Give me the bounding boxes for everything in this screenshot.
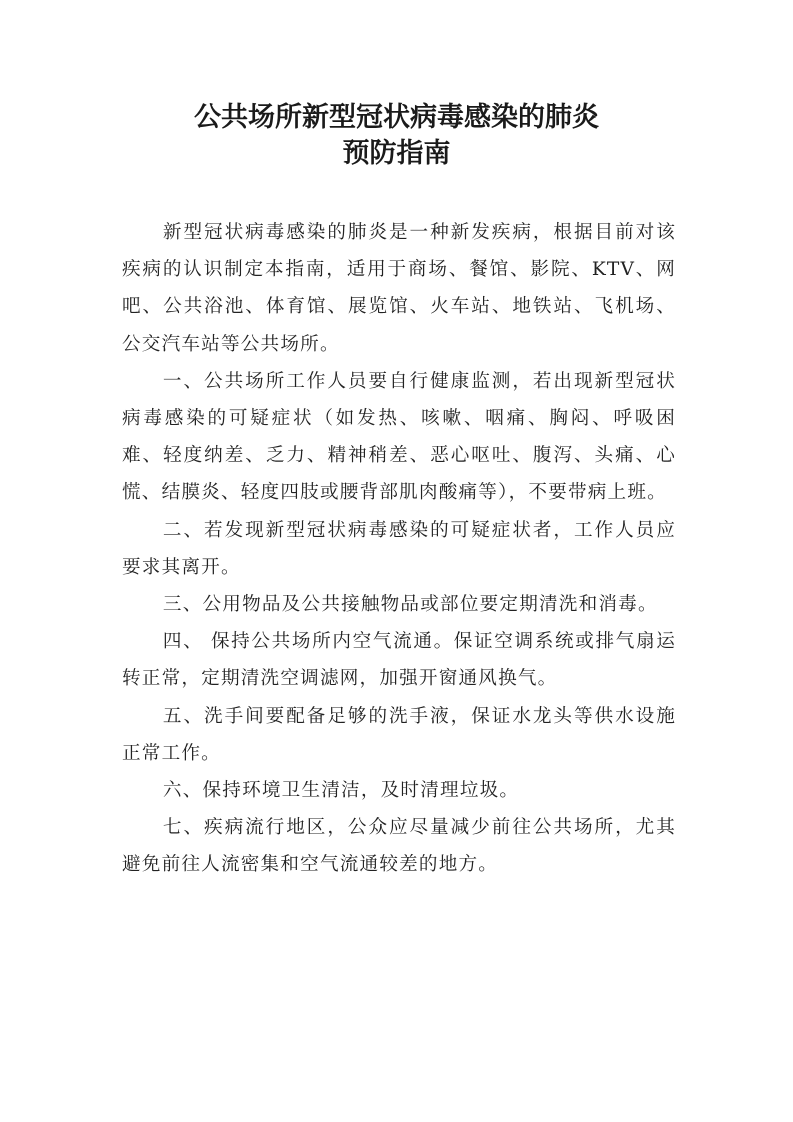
paragraph-item-1: 一、公共场所工作人员要自行健康监测，若出现新型冠状病毒感染的可疑症状（如发热、咳嗽、咽痛、胸闷、呼吸困难、轻度纳差、乏力、精神稍差、恶心呕吐、腹泻、头痛、心慌、结膜炎、轻度四肢或腰背部肌肉酸痛等），不要带病上班。 xyxy=(122,370,676,504)
document-body xyxy=(122,214,676,884)
document-title-line1: 公共场所新型冠状病毒感染的肺炎 xyxy=(194,102,599,133)
paragraph-item-5: 五、洗手间要配备足够的洗手液，保证水龙头等供水设施正常工作。 xyxy=(122,705,676,764)
paragraph-intro: 新型冠状病毒感染的肺炎是一种新发疾病，根据目前对该疾病的认识制定本指南，适用于商场、餐馆、影院、KTV、网吧、公共浴池、体育馆、展览馆、火车站、地铁站、飞机场、公交汽车站等公共场所。 xyxy=(122,222,676,355)
paragraph-item-4: 四、 保持公共场所内空气流通。保证空调系统或排气扇运转正常，定期清洗空调滤网，加强开窗通风换气。 xyxy=(122,631,676,690)
paragraph-item-3: 三、公用物品及公共接触物品或部位要定期清洗和消毒。 xyxy=(162,594,658,616)
paragraph-item-7: 七、疾病流行地区，公众应尽量减少前往公共场所，尤其避免前往人流密集和空气流通较差的地方。 xyxy=(122,817,676,876)
paragraph-item-2: 二、若发现新型冠状病毒感染的可疑症状者，工作人员应要求其离开。 xyxy=(122,519,676,578)
paragraph-item-6: 六、保持环境卫生清洁，及时清理垃圾。 xyxy=(162,780,520,802)
document-title-line2: 预防指南 xyxy=(342,138,451,169)
